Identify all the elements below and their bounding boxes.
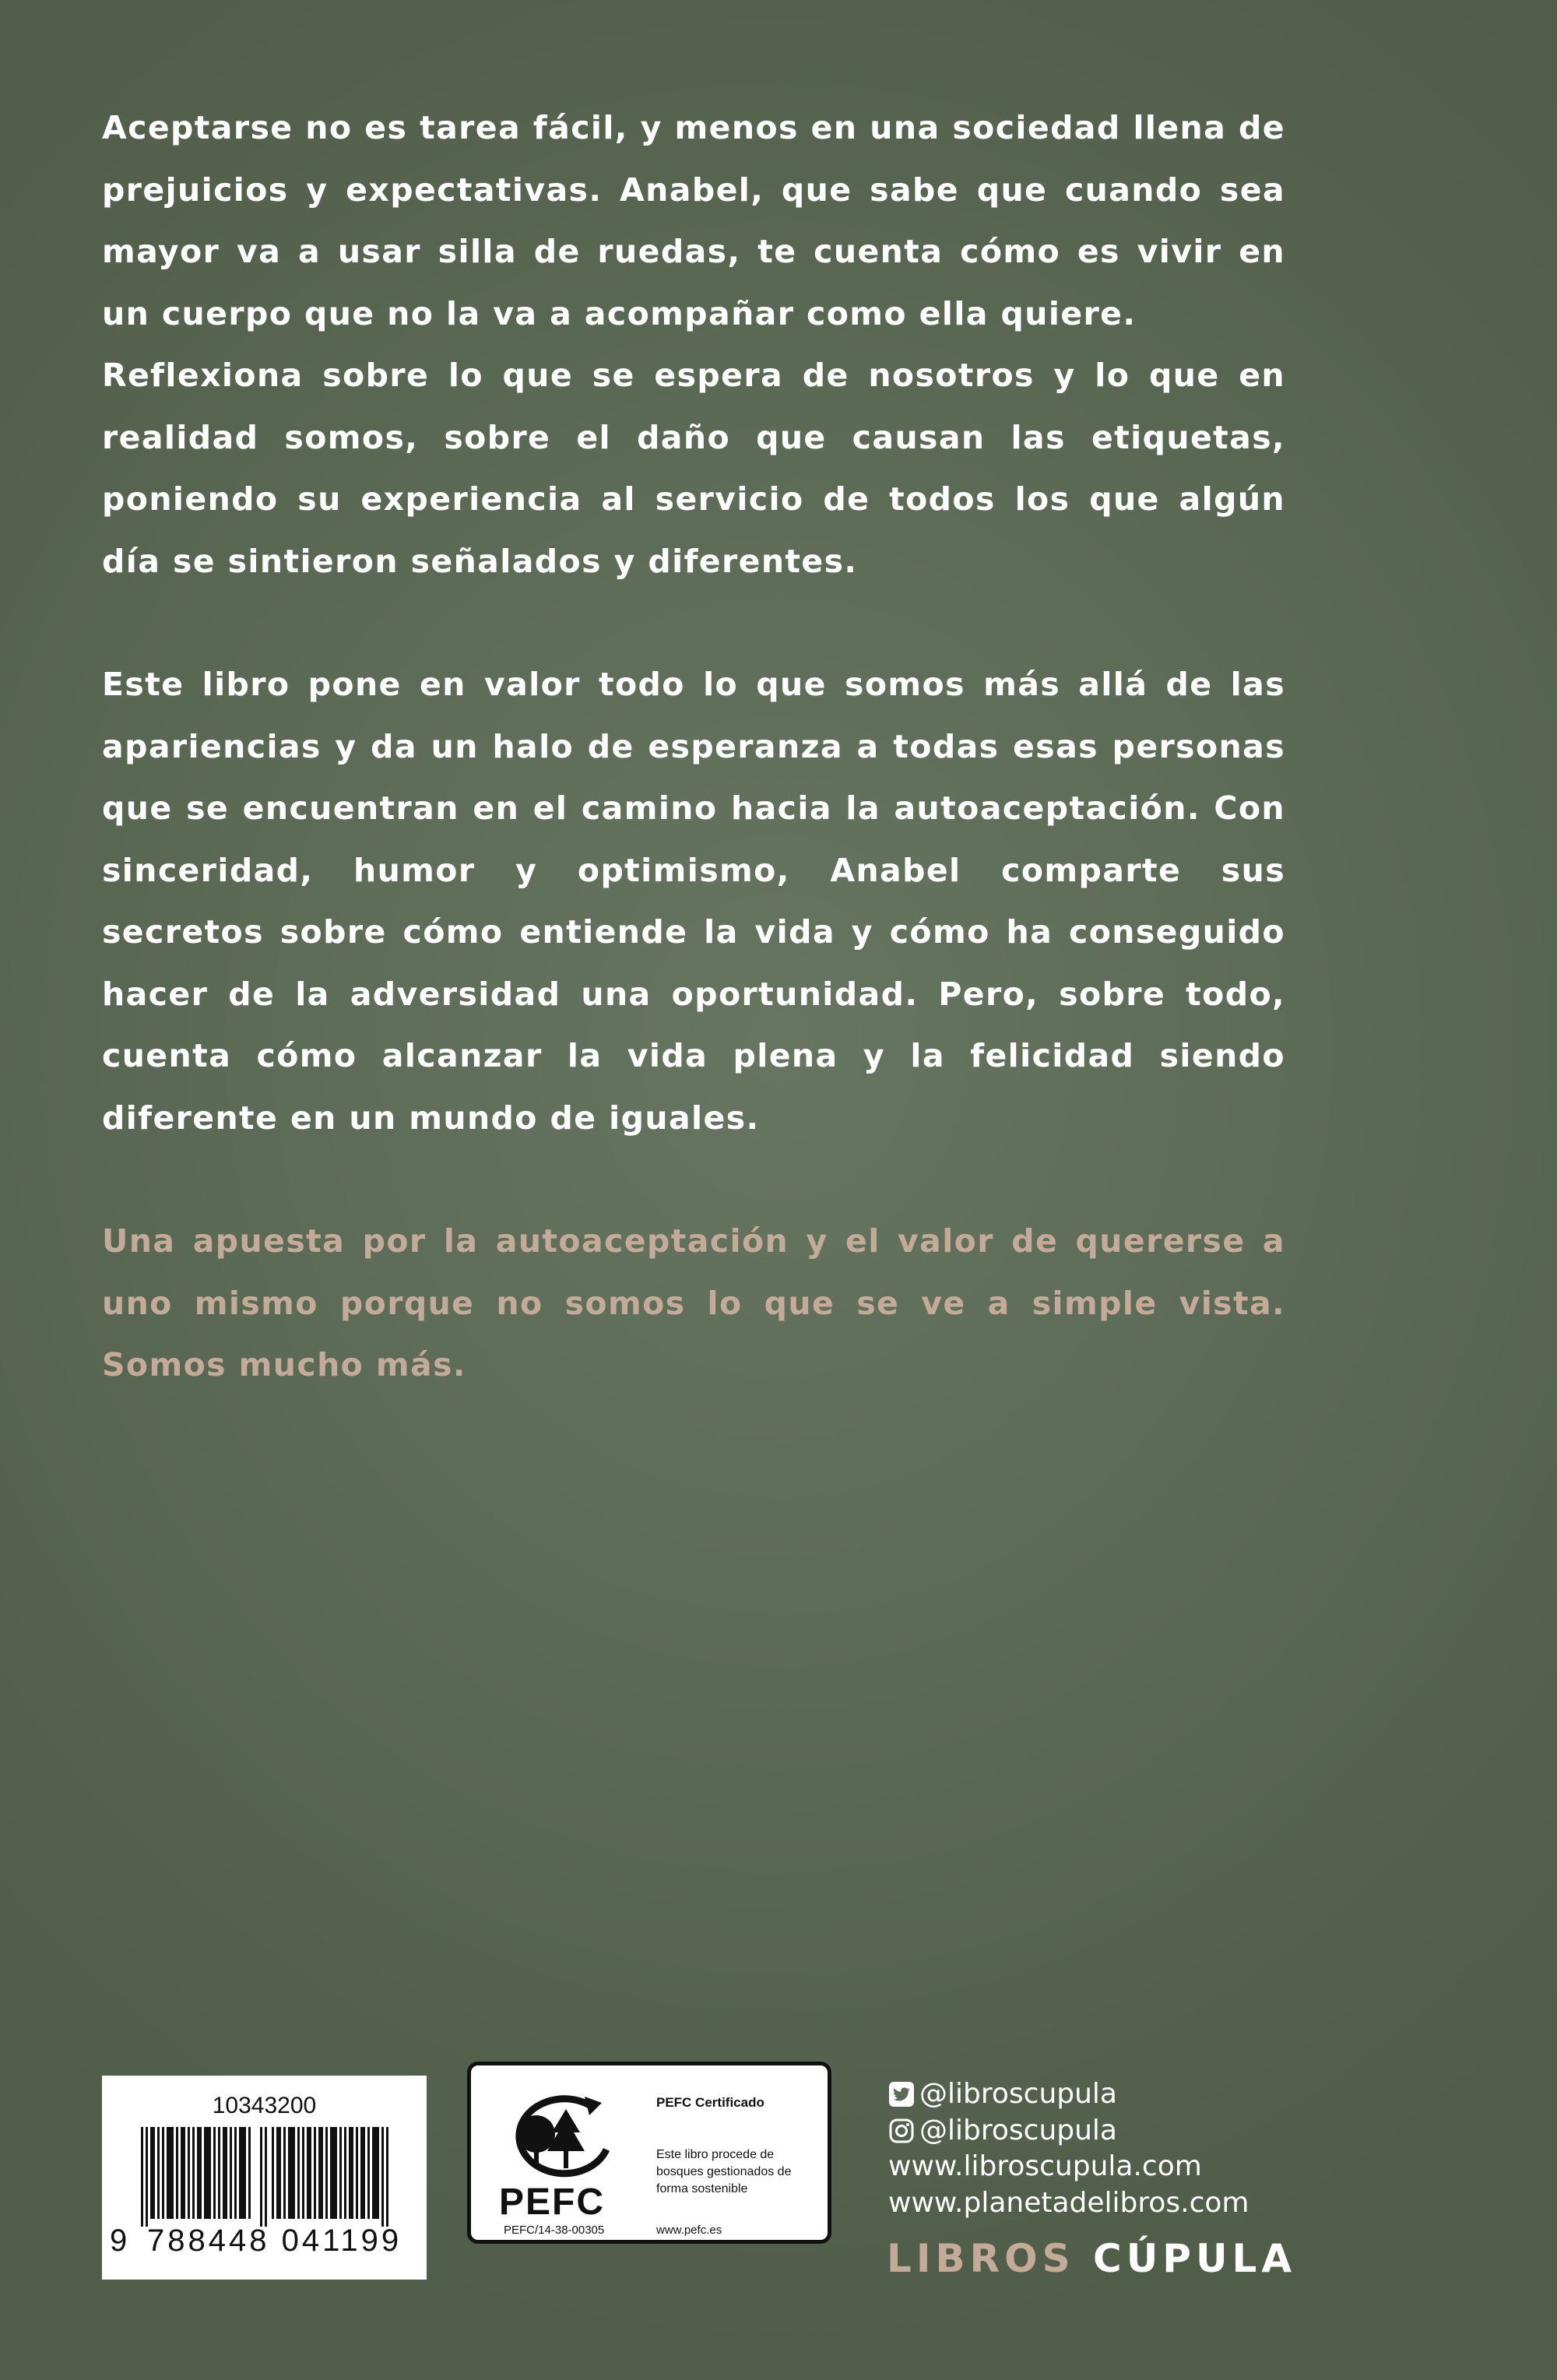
blurb-tagline: Una apuesta por la autoaceptación y el valor de quererse a uno mismo porque no somos lo que se ve a simple vista. Somos mucho más. [102, 1222, 1285, 1383]
isbn-barcode [102, 2076, 427, 2280]
pefc-description: Este libro procede de bosques gestionados de forma sostenible [656, 2148, 792, 2195]
website-link-libroscupula[interactable]: www.libroscupula.com [888, 2150, 1202, 2182]
publisher-logo [887, 2236, 1296, 2281]
barcode-code: 10343200 [212, 2093, 317, 2118]
instagram-handle-row[interactable] [888, 2113, 1249, 2150]
publisher-name-part-2: CÚPULA [1093, 2236, 1297, 2281]
pefc-code: PEFC/14-38-00305 [504, 2224, 605, 2237]
pefc-logo-text: PEFC [499, 2181, 606, 2223]
publisher-name-part-1: LIBROS [887, 2236, 1075, 2281]
twitter-handle-row[interactable] [888, 2076, 1249, 2113]
pefc-url: www.pefc.es [656, 2224, 722, 2237]
instagram-icon [888, 2118, 915, 2144]
blurb-paragraph-3: Este libro pone en valor todo lo que somos más allá de las apariencias y da un halo de esperanza a todas esas personas que se encuentran en el camino hacia la autoaceptación. Con sinceridad, humor y optimismo, Anabel comparte sus secretos sobre cómo entiende la vida y cómo ha conseguido hacer de la adversidad una oportunidad. Pero, sobre todo, cuenta cómo alcanzar la vida plena y la felicidad siendo diferente en un mundo de iguales. [102, 666, 1285, 1137]
twitter-icon [888, 2081, 915, 2108]
pefc-certification [467, 2062, 831, 2244]
isbn-digits: 788448 041199 [147, 2224, 402, 2258]
twitter-handle: @libroscupula [919, 2078, 1117, 2110]
pefc-tree-logo-icon [499, 2086, 624, 2179]
isbn-first-digit: 9 [110, 2224, 128, 2258]
barcode-bars [141, 2127, 390, 2227]
website-link-planetadelibros[interactable]: www.planetadelibros.com [888, 2186, 1249, 2219]
blurb-paragraph-1: Aceptarse no es tarea fácil, y menos en una sociedad llena de prejuicios y expectativas. Anabel, que sabe que cuando sea mayor va a usar silla de ruedas, te cuenta cómo es vivir en un cuerpo que no la va a acompañar como ella quiere. [102, 109, 1285, 332]
pefc-title: PEFC Certificado [656, 2095, 764, 2110]
social-links [888, 2076, 1249, 2221]
blurb-paragraph-2: Reflexiona sobre lo que se espera de nosotros y lo que en realidad somos, sobre el daño que causan las etiquetas, poniendo su experiencia al servicio de todos los que algún día se sintieron señalados y diferentes. [102, 357, 1285, 580]
instagram-handle: @libroscupula [919, 2114, 1117, 2146]
back-cover-blurb [102, 97, 1285, 1397]
